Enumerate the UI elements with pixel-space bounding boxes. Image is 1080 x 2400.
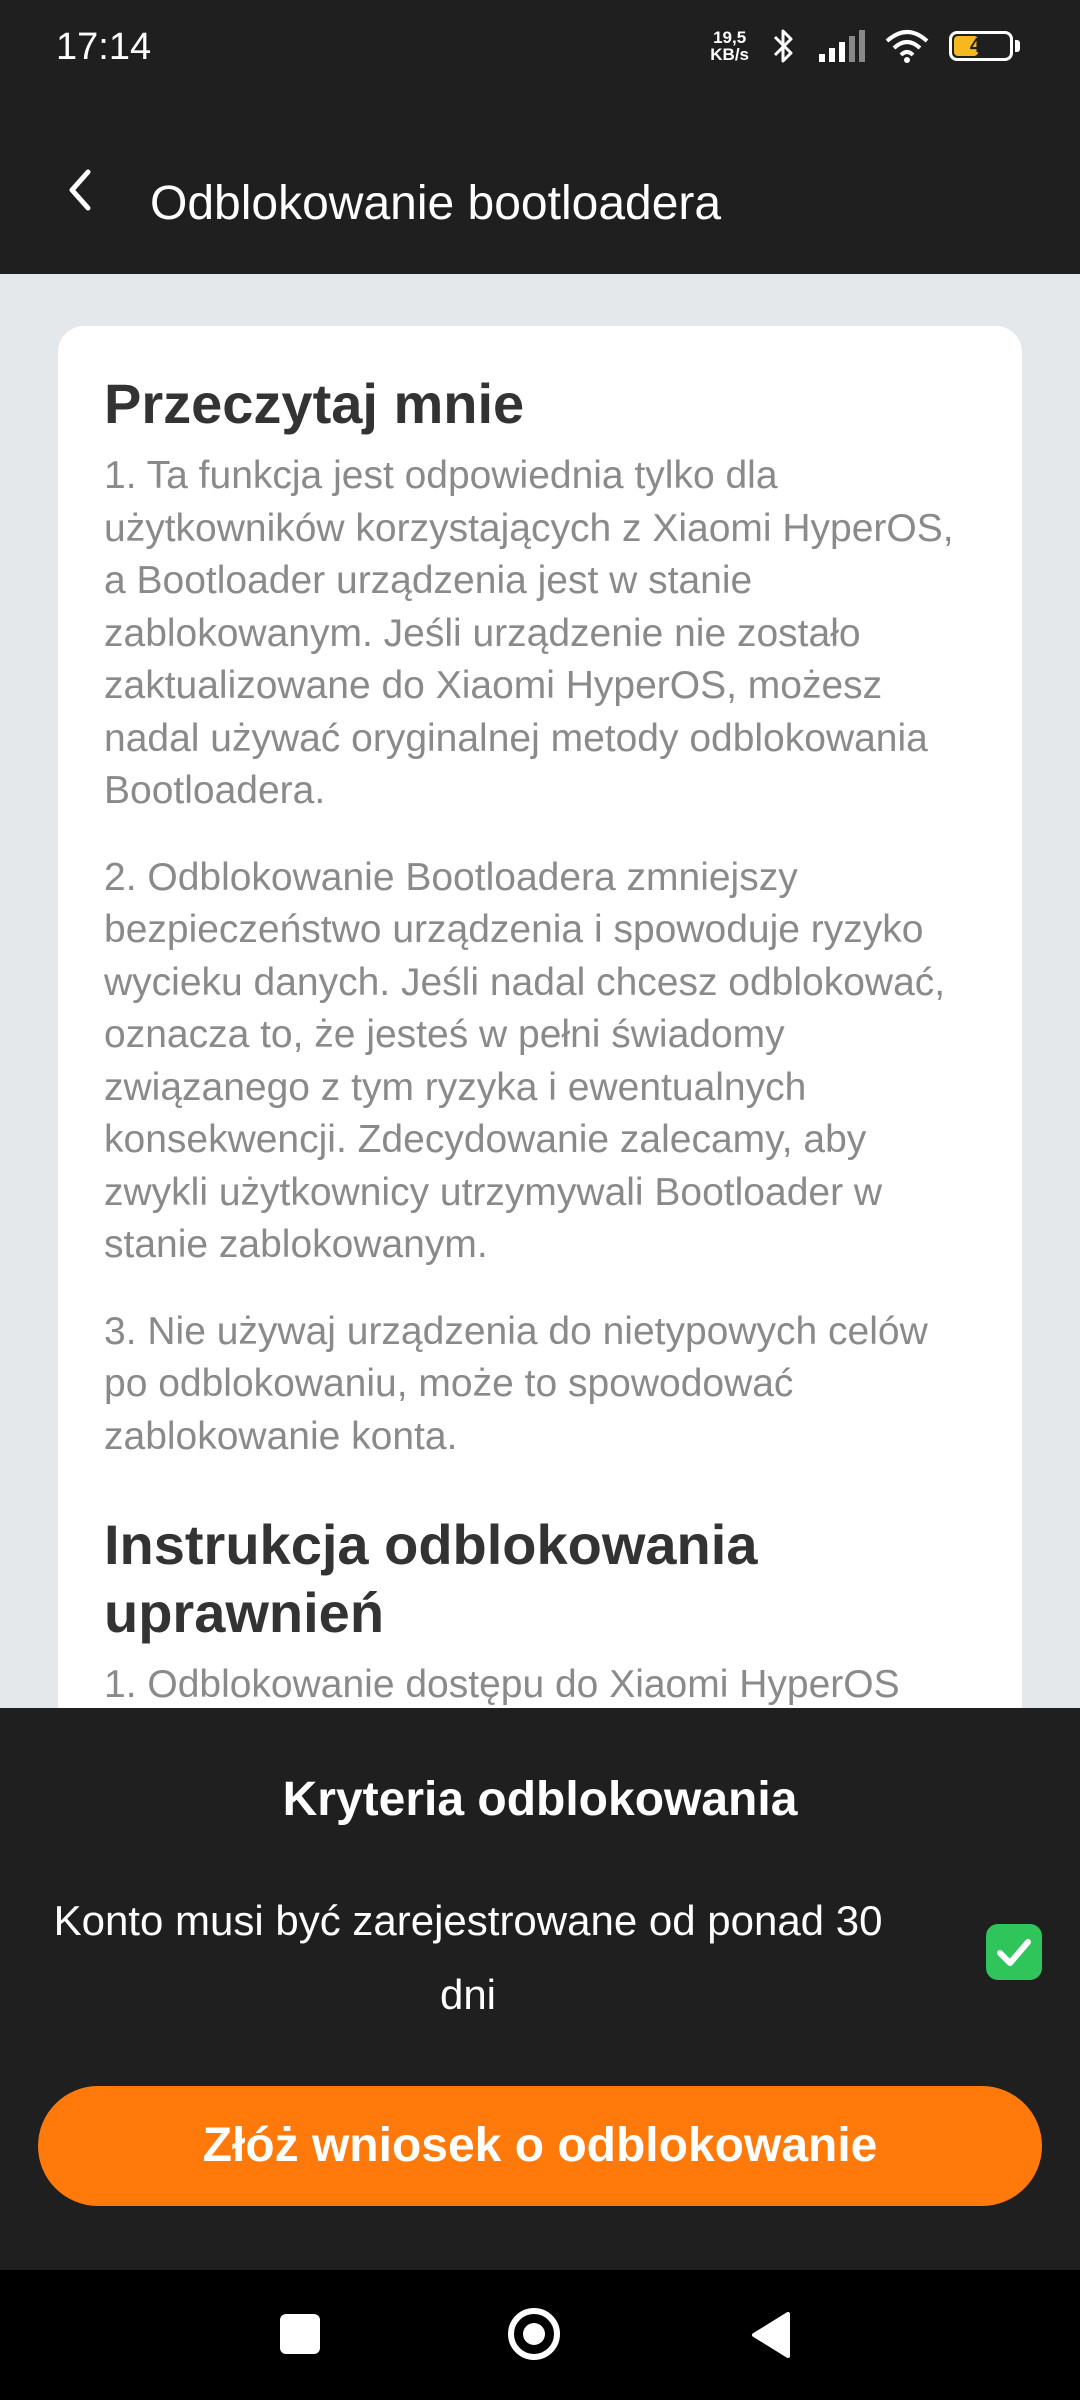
bluetooth-icon (769, 28, 797, 64)
content-area[interactable] (0, 274, 1080, 1708)
status-icons (710, 28, 1020, 64)
back-button[interactable] (54, 160, 114, 220)
criteria-title: Kryteria odblokowania (282, 1773, 798, 1826)
instructions-paragraph-1: 1. Odblokowanie dostępu do Xiaomi HyperOS (104, 1663, 900, 1706)
battery-icon (949, 31, 1013, 61)
apply-unlock-button[interactable]: Złóż wniosek o odblokowanie (38, 2086, 1042, 2206)
navigation-bar (0, 2270, 1080, 2400)
net-speed-value: 19,5 (713, 28, 747, 47)
net-speed-unit: KB/s (710, 45, 749, 64)
criteria-sheet (0, 1708, 1080, 2270)
criteria-item: Konto musi być zarejestrowane od ponad 30 dni (53, 1897, 883, 2018)
recents-button[interactable] (280, 2314, 320, 2354)
status-time: 17:14 (56, 26, 152, 68)
page-title: Odblokowanie bootloadera (150, 177, 722, 230)
check-icon (986, 1924, 1042, 1980)
battery-level: 41 (969, 34, 993, 57)
readme-heading: Przeczytaj mnie (104, 372, 525, 435)
app-bar (0, 100, 1080, 274)
readme-paragraph-2: 2. Odblokowanie Bootloadera zmniejszy bezpieczeństwo urządzenia i spowoduje ryzyko wycieku danych. Jeśli nadal chcesz odblokować, oznacza to, że jesteś w pełni świadomy związanego z tym ryzyka i ewentualnych konsekwencji. Zdecydowanie zalecamy, aby zwykli użytkownicy utrzymywali Bootloader w stanie zablokowanym. (104, 855, 946, 1266)
readme-paragraph-3: 3. Nie używaj urządzenia do nietypowych celów po odblokowaniu, może to spowodować zablokowanie konta. (104, 1309, 928, 1458)
readme-paragraph-1: 1. Ta funkcja jest odpowiednia tylko dla użytkowników korzystających z Xiaomi HyperOS, a Bootloader urządzenia jest w stanie zablokowanym. Jeśli urządzenie nie zostało zaktualizowane do Xiaomi HyperOS, możesz nadal używać oryginalnej metody odblokowania Bootloadera. (104, 454, 954, 812)
wifi-icon (885, 29, 929, 63)
net-speed (710, 29, 749, 63)
battery-tip (1015, 40, 1020, 52)
instructions-heading: Instrukcja odblokowania uprawnień (104, 1513, 758, 1644)
status-bar (0, 0, 1080, 100)
signal-icon (817, 30, 865, 62)
info-card (58, 326, 1022, 1708)
home-button[interactable] (506, 2306, 562, 2362)
nav-back-button[interactable] (750, 2310, 790, 2360)
